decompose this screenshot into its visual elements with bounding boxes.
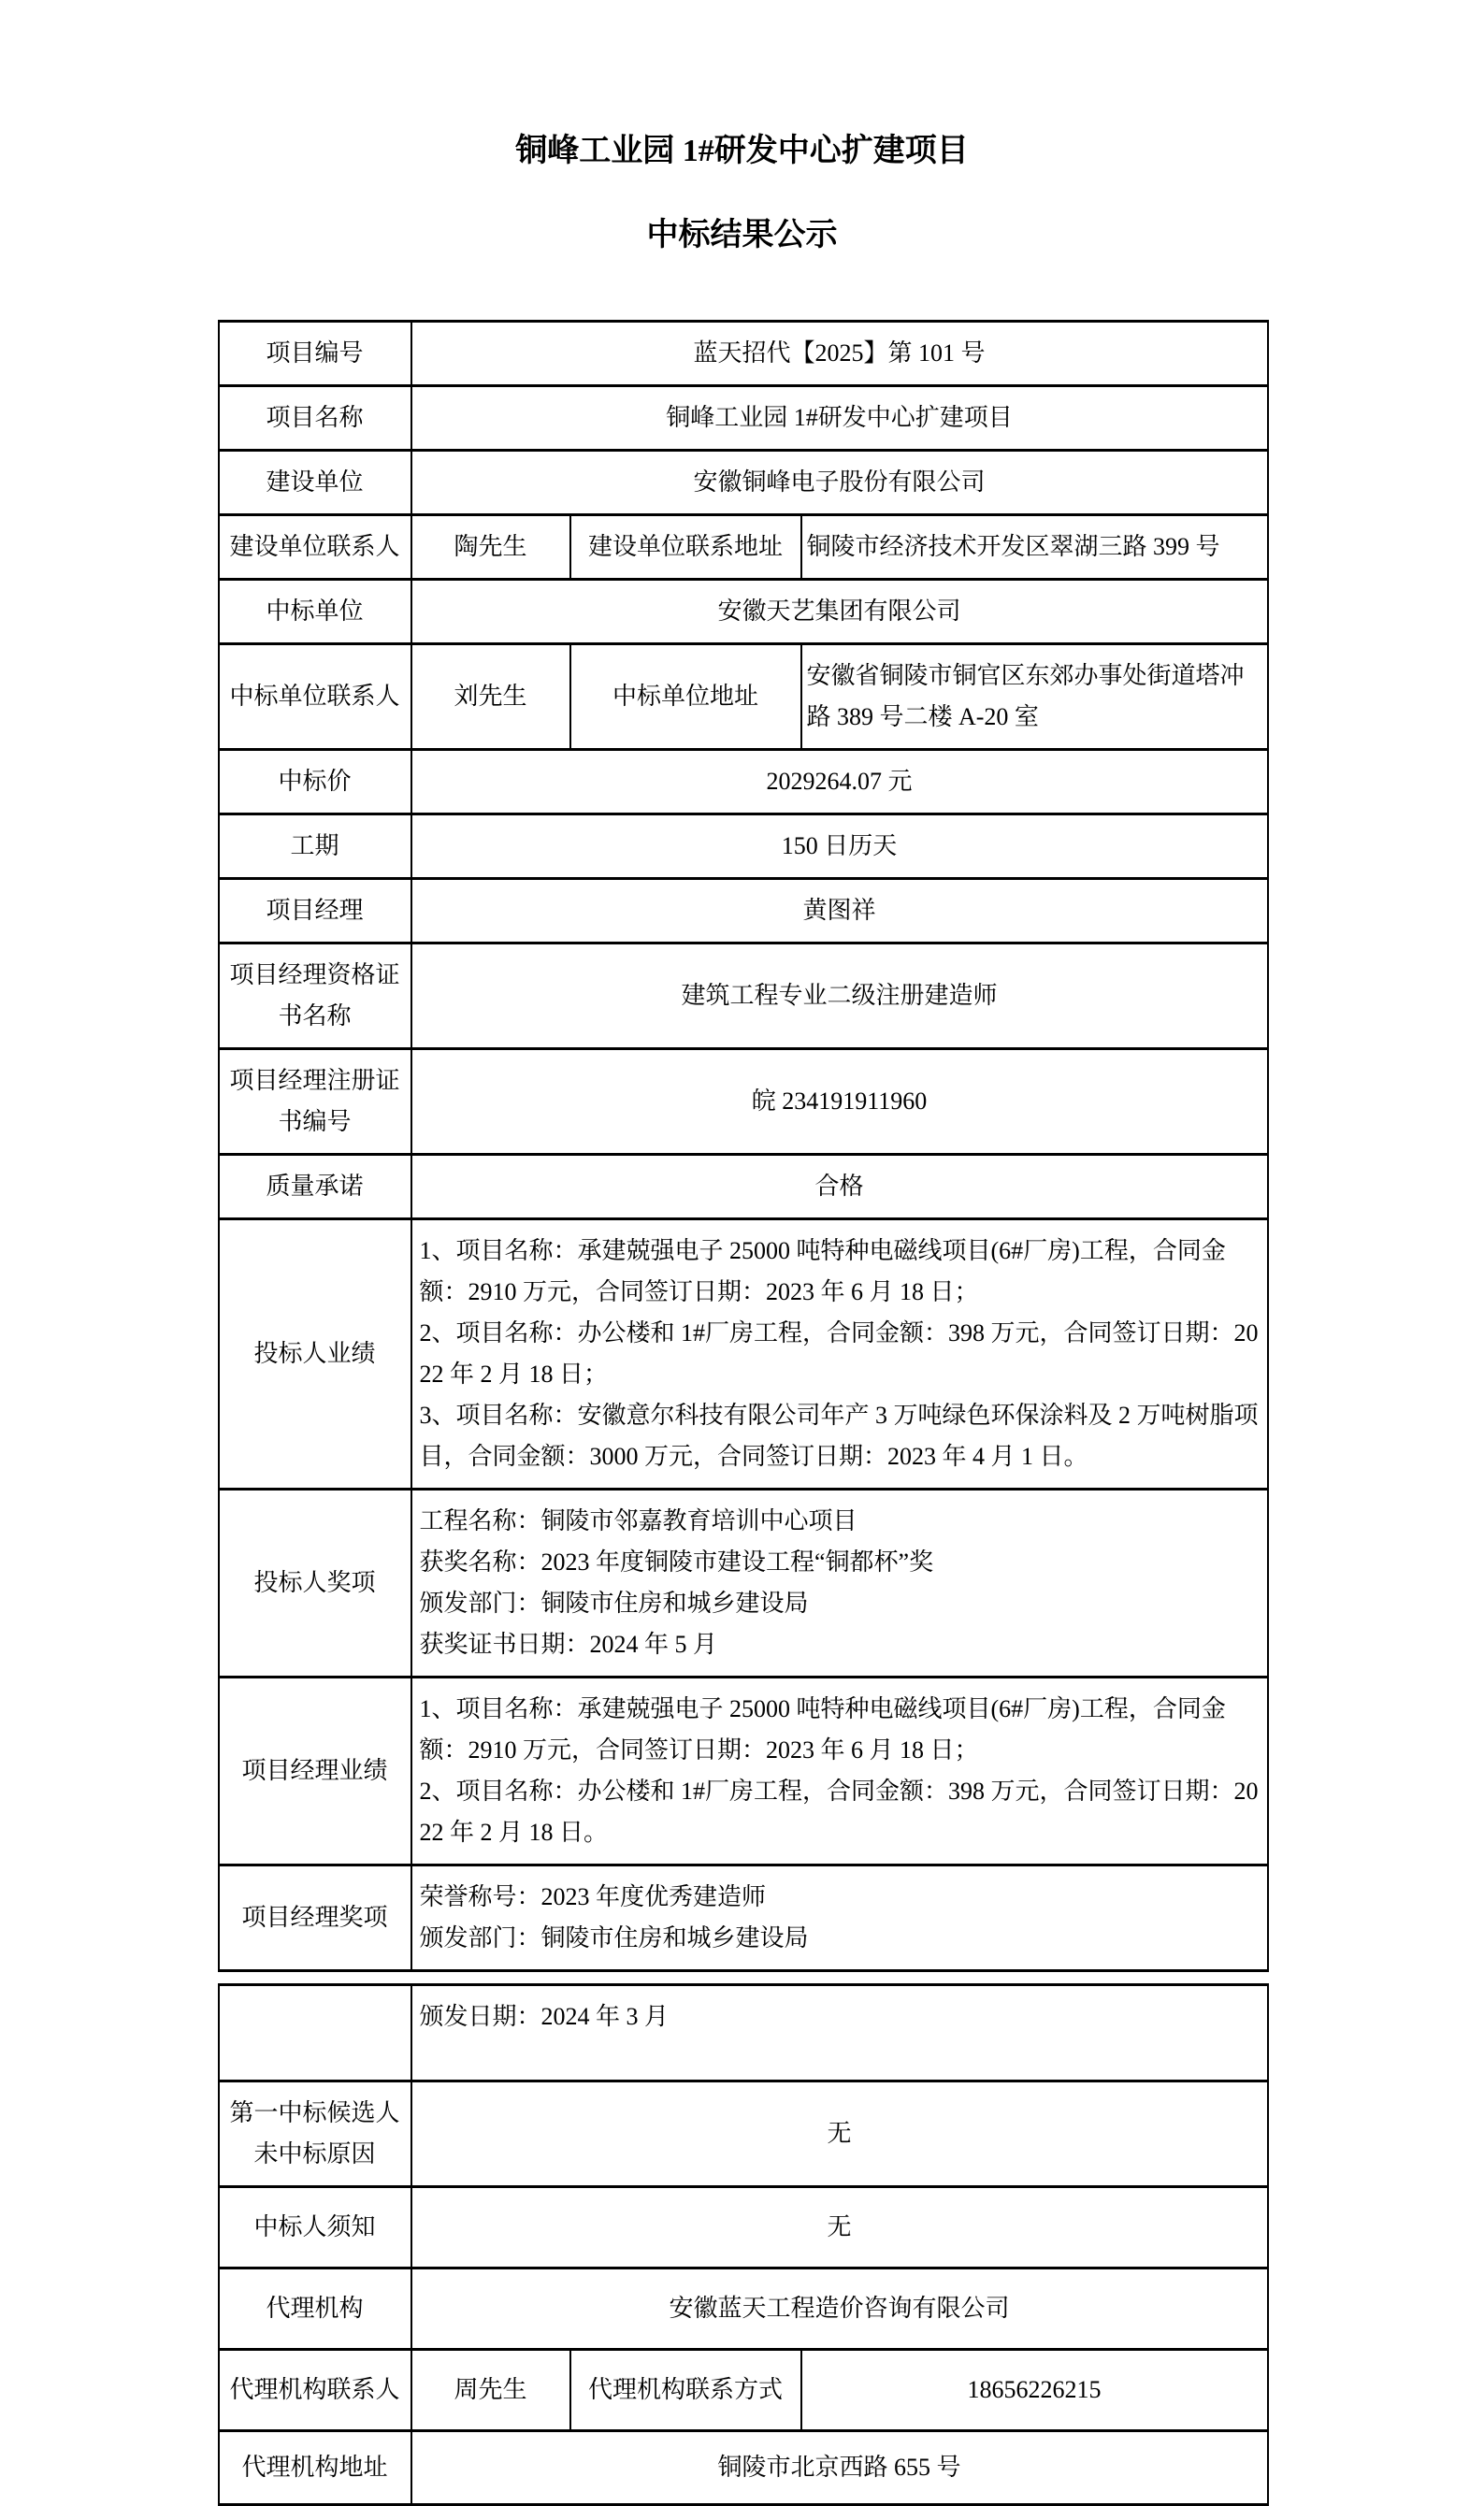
project-name-label: 项目名称 <box>219 386 411 451</box>
owner-contact-name: 陶先生 <box>411 515 570 580</box>
bidder-award-line: 颁发部门：铜陵市住房和城乡建设局 <box>419 1590 809 1617</box>
bid-result-table-continuation <box>218 1983 1269 2506</box>
pm-certificate-number-label: 项目经理注册证书编号 <box>219 1049 411 1155</box>
bidder-award-line: 获奖名称：2023 年度铜陵市建设工程“铜都杯”奖 <box>419 1548 934 1576</box>
row-agency-contact <box>219 2350 1268 2431</box>
winner-contact-label: 中标单位联系人 <box>219 644 411 750</box>
row-award-date-continuation <box>219 1985 1268 2081</box>
row-quality-promise <box>219 1155 1268 1219</box>
agency-phone-value: 18656226215 <box>801 2350 1268 2431</box>
document-title-line2: 中标结果公示 <box>646 218 838 252</box>
quality-promise-label: 质量承诺 <box>219 1155 411 1219</box>
bidder-awards-label: 投标人奖项 <box>219 1490 411 1678</box>
row-owner <box>219 451 1268 515</box>
pm-certificate-name-label: 项目经理资格证书名称 <box>219 943 411 1049</box>
row-bidder-achievements <box>219 1219 1268 1490</box>
pm-certificate-name-value: 建筑工程专业二级注册建造师 <box>411 943 1268 1049</box>
agency-address-value: 铜陵市北京西路 655 号 <box>411 2431 1268 2505</box>
owner-address-value: 铜陵市经济技术开发区翠湖三路 399 号 <box>801 515 1268 580</box>
pm-achievements-label: 项目经理业绩 <box>219 1678 411 1865</box>
quality-promise-value: 合格 <box>411 1155 1268 1219</box>
agency-phone-label: 代理机构联系方式 <box>570 2350 801 2431</box>
bid-price-value: 2029264.07 元 <box>411 750 1268 814</box>
winner-notice-value: 无 <box>411 2187 1268 2268</box>
bidder-award-line: 工程名称：铜陵市邻嘉教育培训中心项目 <box>419 1507 857 1534</box>
row-winning-bidder <box>219 580 1268 644</box>
first-candidate-reason-value: 无 <box>411 2081 1268 2187</box>
row-duration <box>219 814 1268 879</box>
pm-award-line: 荣誉称号：2023 年度优秀建造师 <box>419 1883 767 1910</box>
agency-label: 代理机构 <box>219 2268 411 2350</box>
row-winner-contact <box>219 644 1268 750</box>
bid-result-table <box>218 320 1269 1972</box>
row-winner-notice <box>219 2187 1268 2268</box>
first-candidate-reason-label: 第一中标候选人未中标原因 <box>219 2081 411 2187</box>
bidder-achievement-item: 1、项目名称：承建兢强电子 25000 吨特种电磁线项目(6#厂房)工程，合同金额：2910 万元，合同签订日期：2023 年 6 月 18 日； <box>419 1237 1226 1305</box>
winner-contact-name: 刘先生 <box>411 644 570 750</box>
bid-price-label: 中标价 <box>219 750 411 814</box>
document-title-line1: 铜峰工业园 1#研发中心扩建项目 <box>515 134 969 168</box>
bidder-achievement-item: 2、项目名称：办公楼和 1#厂房工程，合同金额：398 万元，合同签订日期：2022 年 2 月 18 日； <box>419 1319 1259 1388</box>
row-pm-certificate-number <box>219 1049 1268 1155</box>
owner-value: 安徽铜峰电子股份有限公司 <box>411 451 1268 515</box>
owner-address-label: 建设单位联系地址 <box>570 515 801 580</box>
pm-achievement-item: 2、项目名称：办公楼和 1#厂房工程，合同金额：398 万元，合同签订日期：2022 年 2 月 18 日。 <box>419 1778 1259 1846</box>
agency-contact-name: 周先生 <box>411 2350 570 2431</box>
project-number-label: 项目编号 <box>219 322 411 386</box>
award-date-empty-label-cell <box>219 1985 411 2081</box>
winner-address-label: 中标单位地址 <box>570 644 801 750</box>
row-agency <box>219 2268 1268 2350</box>
project-name-value: 铜峰工业园 1#研发中心扩建项目 <box>411 386 1268 451</box>
agency-address-label: 代理机构地址 <box>219 2431 411 2505</box>
agency-contact-label: 代理机构联系人 <box>219 2350 411 2431</box>
winning-bidder-value: 安徽天艺集团有限公司 <box>411 580 1268 644</box>
agency-value: 安徽蓝天工程造价咨询有限公司 <box>411 2268 1268 2350</box>
award-date-value: 颁发日期：2024 年 3 月 <box>411 1985 1268 2081</box>
pm-award-line: 颁发部门：铜陵市住房和城乡建设局 <box>419 1924 809 1952</box>
winning-bidder-label: 中标单位 <box>219 580 411 644</box>
row-pm-achievements <box>219 1678 1268 1865</box>
row-pm-certificate-name <box>219 943 1268 1049</box>
row-bidder-awards <box>219 1490 1268 1678</box>
duration-label: 工期 <box>219 814 411 879</box>
pm-achievements-value <box>411 1678 1268 1865</box>
owner-label: 建设单位 <box>219 451 411 515</box>
winner-notice-label: 中标人须知 <box>219 2187 411 2268</box>
pm-achievement-item: 1、项目名称：承建兢强电子 25000 吨特种电磁线项目(6#厂房)工程，合同金额：2910 万元，合同签订日期：2023 年 6 月 18 日； <box>419 1695 1226 1764</box>
owner-contact-label: 建设单位联系人 <box>219 515 411 580</box>
bidder-achievements-label: 投标人业绩 <box>219 1219 411 1490</box>
pm-awards-value <box>411 1865 1268 1971</box>
pm-certificate-number-value: 皖 234191911960 <box>411 1049 1268 1155</box>
pm-awards-label: 项目经理奖项 <box>219 1865 411 1971</box>
project-manager-label: 项目经理 <box>219 879 411 943</box>
row-bid-price <box>219 750 1268 814</box>
row-first-candidate-reason <box>219 2081 1268 2187</box>
bidder-achievements-value <box>411 1219 1268 1490</box>
winner-address-value: 安徽省铜陵市铜官区东郊办事处街道塔冲路 389 号二楼 A-20 室 <box>801 644 1268 750</box>
document-body <box>218 0 1267 2506</box>
duration-value: 150 日历天 <box>411 814 1268 879</box>
project-number-value: 蓝天招代【2025】第 101 号 <box>411 322 1268 386</box>
bidder-achievement-item: 3、项目名称：安徽意尔科技有限公司年产 3 万吨绿色环保涂料及 2 万吨树脂项目，合同金额：3000 万元，合同签订日期：2023 年 4 月 1 日。 <box>419 1402 1259 1470</box>
row-project-manager <box>219 879 1268 943</box>
row-owner-contact <box>219 515 1268 580</box>
bidder-awards-value <box>411 1490 1268 1678</box>
row-project-name <box>219 386 1268 451</box>
row-project-number <box>219 322 1268 386</box>
bidder-award-line: 获奖证书日期：2024 年 5 月 <box>419 1631 718 1658</box>
project-manager-value: 黄图祥 <box>411 879 1268 943</box>
row-agency-address <box>219 2431 1268 2505</box>
row-pm-awards <box>219 1865 1268 1971</box>
